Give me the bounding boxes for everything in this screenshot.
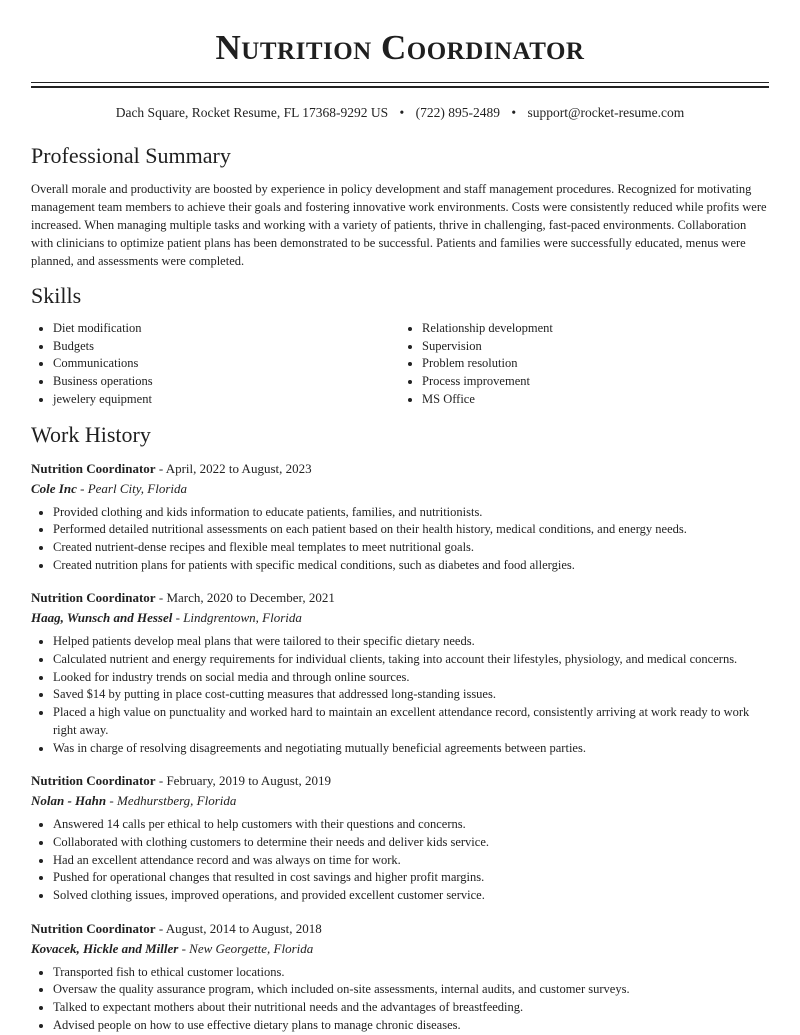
job-title: Nutrition Coordinator bbox=[31, 590, 156, 606]
job-bullet: • Talked to expectant mothers about their nutritional needs and the advantages of breastfeeding. bbox=[53, 999, 769, 1017]
job-dates: April, 2022 to August, 2023 bbox=[165, 460, 312, 476]
job-bullets bbox=[31, 816, 769, 905]
job-title: Nutrition Coordinator bbox=[31, 773, 156, 789]
job-company: Nolan - Hahn bbox=[31, 793, 107, 809]
job-title-line: Nutrition Coordinator - August, 2014 to August, 2018 bbox=[31, 920, 322, 936]
job-company-line: Kovacek, Hickle and Miller - New Georgette, Florida bbox=[31, 940, 314, 956]
skill-item: • Business operations bbox=[53, 373, 400, 391]
skill-item: • Relationship development bbox=[422, 320, 769, 338]
contact-separator: • bbox=[511, 105, 517, 120]
skills-columns bbox=[31, 320, 769, 409]
job-company: Kovacek, Hickle and Miller bbox=[31, 940, 179, 956]
job-bullet: • Was in charge of resolving disagreements and negotiating mutually beneficial agreements between parties. bbox=[53, 740, 769, 758]
skill-item: • MS Office bbox=[422, 391, 769, 409]
job-entry bbox=[31, 588, 769, 757]
job-bullet: • Performed detailed nutritional assessments on each patient based on their health history, medical conditions, and energy needs. bbox=[53, 521, 769, 539]
job-bullet: • Oversaw the quality assurance program, which included on-site assessments, internal audits, and customer surveys. bbox=[53, 981, 769, 999]
contact-email: support@rocket-resume.com bbox=[527, 105, 685, 120]
skills-section bbox=[31, 282, 769, 409]
job-title-line: Nutrition Coordinator - April, 2022 to August, 2023 bbox=[31, 460, 312, 476]
job-bullet: • Collaborated with clothing customers to determine their needs and deliver kids service. bbox=[53, 834, 769, 852]
job-dates: March, 2020 to December, 2021 bbox=[166, 590, 335, 606]
skill-item: • Budgets bbox=[53, 338, 400, 356]
skill-item: • Communications bbox=[53, 355, 400, 373]
job-entry bbox=[31, 771, 769, 905]
job-bullet: • Helped patients develop meal plans that were tailored to their specific dietary needs. bbox=[53, 633, 769, 651]
job-company-line: Nolan - Hahn - Medhurstberg, Florida bbox=[31, 793, 237, 809]
resume-name: Nutrition Coordinator bbox=[215, 28, 585, 67]
job-title-line: Nutrition Coordinator - February, 2019 to August, 2019 bbox=[31, 773, 331, 789]
job-location: Medhurstberg, Florida bbox=[116, 793, 237, 809]
job-bullet: • Transported fish to ethical customer locations. bbox=[53, 964, 769, 982]
job-location: Lindgrentown, Florida bbox=[183, 610, 302, 626]
job-bullet: • Had an excellent attendance record and was always on time for work. bbox=[53, 852, 769, 870]
job-bullet: • Calculated nutrient and energy requirements for individual clients, taking into account their lifestyles, physiology, and medical concerns. bbox=[53, 651, 769, 669]
skills-list-left bbox=[31, 320, 400, 409]
header-rule-thick bbox=[31, 86, 769, 88]
header-rule-thin bbox=[31, 82, 769, 83]
job-bullet: • Placed a high value on punctuality and worked hard to maintain an excellent attendance record, consistently arriving at work ready to work right away. bbox=[53, 704, 769, 739]
job-bullet: • Answered 14 calls per ethical to help customers with their questions and concerns. bbox=[53, 816, 769, 834]
job-bullet: • Solved clothing issues, improved operations, and provided excellent customer service. bbox=[53, 887, 769, 905]
summary-heading: Professional Summary bbox=[31, 143, 231, 168]
job-bullet: • Provided clothing and kids information to educate patients, families, and nutritionists. bbox=[53, 504, 769, 522]
skill-item: • Problem resolution bbox=[422, 355, 769, 373]
job-bullets bbox=[31, 504, 769, 575]
job-bullets bbox=[31, 964, 769, 1035]
work-history-section bbox=[31, 421, 769, 1035]
skill-item: • Diet modification bbox=[53, 320, 400, 338]
job-bullet: • Advised people on how to use effective dietary plans to manage chronic diseases. bbox=[53, 1017, 769, 1035]
skills-heading: Skills bbox=[31, 283, 82, 308]
job-location: Pearl City, Florida bbox=[87, 480, 188, 496]
summary-text: Overall morale and productivity are boosted by experience in policy development and staff management procedures. Recognized for motivating management team members to achieve their goals and fostering innovative work environments. Costs were consistently reduced while profits were increased. When managing multiple tasks and working with a variety of patients, thrive in challenging, fast-paced environments. Collaboration with clinicians to optimize patient plans has been demonstrated to be successful. Patients and families were successfully educated, menus were planned, and assessments were completed. bbox=[31, 182, 767, 268]
job-entry bbox=[31, 459, 769, 575]
job-bullet: • Created nutrient-dense recipes and flexible meal templates to meet nutritional goals. bbox=[53, 539, 769, 557]
skill-item: • Process improvement bbox=[422, 373, 769, 391]
job-dates: August, 2014 to August, 2018 bbox=[165, 920, 322, 936]
skill-item: • Supervision bbox=[422, 338, 769, 356]
contact-line bbox=[0, 105, 800, 121]
job-title: Nutrition Coordinator bbox=[31, 920, 156, 936]
job-dates: February, 2019 to August, 2019 bbox=[166, 773, 331, 789]
job-title: Nutrition Coordinator bbox=[31, 460, 156, 476]
job-bullets bbox=[31, 633, 769, 757]
contact-address: Dach Square, Rocket Resume, FL 17368-9292 US bbox=[115, 105, 389, 120]
job-bullet: • Looked for industry trends on social media and through online sources. bbox=[53, 669, 769, 687]
job-entry bbox=[31, 919, 769, 1035]
job-company-line: Cole Inc - Pearl City, Florida bbox=[31, 480, 188, 496]
contact-separator: • bbox=[399, 105, 405, 120]
job-title-line: Nutrition Coordinator - March, 2020 to December, 2021 bbox=[31, 590, 335, 606]
skills-list-right bbox=[400, 320, 769, 409]
job-bullet: • Pushed for operational changes that resulted in cost savings and higher profit margins. bbox=[53, 869, 769, 887]
job-bullet: • Created nutrition plans for patients with specific medical conditions, such as diabetes and food allergies. bbox=[53, 557, 769, 575]
contact-phone: (722) 895-2489 bbox=[415, 105, 501, 120]
work-history-heading: Work History bbox=[31, 421, 151, 447]
skill-item: • jewelery equipment bbox=[53, 391, 400, 409]
job-company-line: Haag, Wunsch and Hessel - Lindgrentown, Florida bbox=[31, 610, 302, 626]
resume-content bbox=[31, 142, 769, 1035]
summary-section bbox=[31, 142, 769, 270]
job-company: Cole Inc bbox=[31, 480, 77, 496]
job-company: Haag, Wunsch and Hessel bbox=[31, 610, 173, 626]
job-location: New Georgette, Florida bbox=[189, 940, 314, 956]
job-bullet: • Saved $14 by putting in place cost-cutting measures that addressed long-standing issues. bbox=[53, 686, 769, 704]
